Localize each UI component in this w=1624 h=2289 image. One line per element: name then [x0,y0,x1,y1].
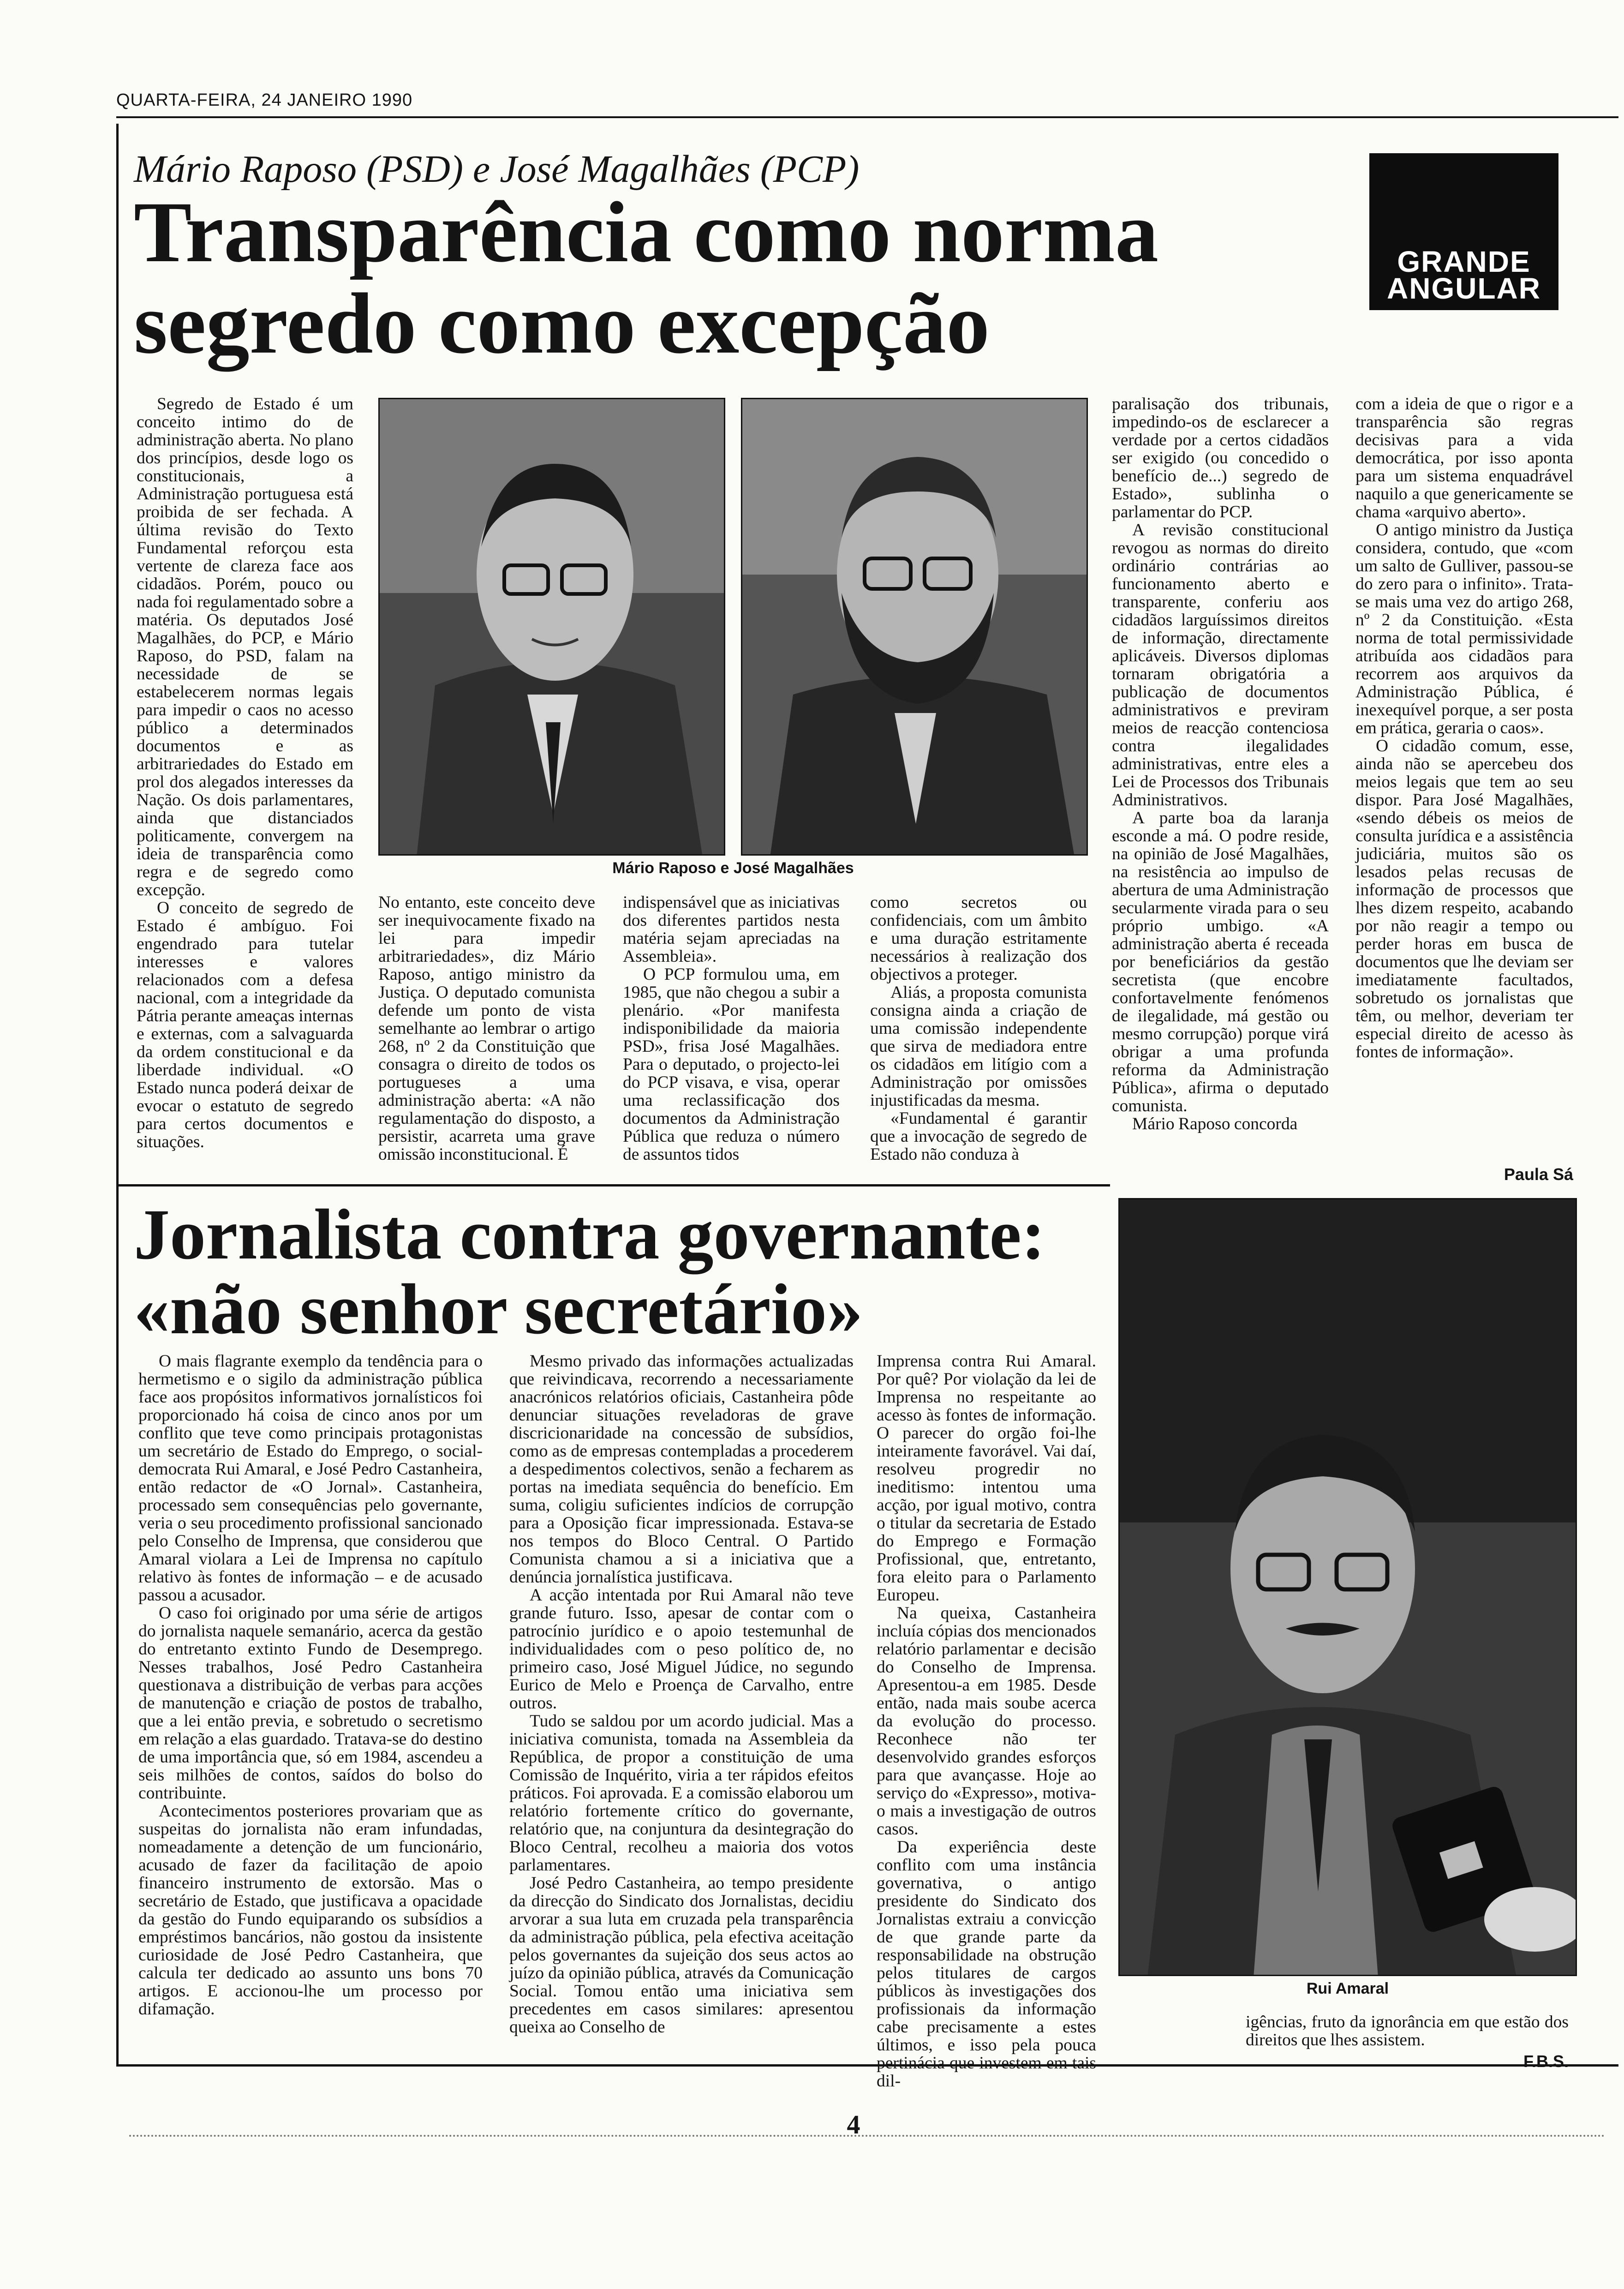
article1-column-4 [870,893,1087,1163]
portrait-illustration [742,399,1088,856]
photo-mario-raposo [378,398,725,856]
article2-column-2 [509,1352,854,2036]
article1-title [134,184,1158,372]
paragraph: Imprensa contra Rui Amaral. Por quê? Por violação da lei de Imprensa no respeitante ao acesso às fontes de informação. O parecer do orgão foi-lhe inteiramente favorável. Vai daí, resolveu progredir no ineditismo: intentou uma acção, por igual motivo, contra o titular da secretaria de Estado do Emprego e Formação Profissional, que, entretanto, fora eleito para o Parlamento Europeu. [877,1352,1096,1605]
paragraph: com a ideia de que o rigor e a transparência são regras decisivas para a vida democrática, por isso aponta para um sistema enquadrável naquilo a que genericamente se chama «arquivo aberto». [1355,395,1573,521]
article2-photo-caption: Rui Amaral [1306,1980,1389,1997]
page-number: 4 [847,2109,860,2139]
article1-column-1 [137,395,353,1151]
paragraph: paralisação dos tribunais, impedindo-os de esclarecer a verdade por a certos cidadãos ser exigido (ou concedido o benefício de...) segredo de Estado», sublinha o parlamentar do PCP. [1112,395,1329,521]
paragraph: O PCP formulou uma, em 1985, que não chegou a subir a plenário. «Por manifesta indisponibilidade da maioria PSD», frisa José Magalhães. Para o deputado, o projecto-lei do PCP visava, e visa, operar uma reclassificação dos documentos da Administração Pública que reduza o número de assuntos tidos [623,965,840,1164]
paragraph: O cidadão comum, esse, ainda não se apercebeu dos meios legais que tem ao seu dispor. Para José Magalhães, «sendo débeis os meios de consulta jurídica e a assistência judiciária, muitos são os lesados pelas recusas de informação de processos que lhes dizem respeito, acabando por não reagir a tempo ou perder horas em busca de documentos que lhe deviam ser imediatamente facultados, sobretudo os jornalistas que têm, ou melhor, deveriam ter especial direito de acesso às fontes de informação». [1355,737,1573,1061]
article1-column-3 [623,893,840,1163]
article2-title-line1: Jornalista contra governante: [134,1194,1045,1274]
article1-column-6 [1355,395,1573,1061]
paragraph: A acção intentada por Rui Amaral não teve grande futuro. Isso, apesar de contar com o patrocínio jurídico e o apoio testemunhal de individualidades com o peso político de, no primeiro caso, José Miguel Júdice, no segundo Eurico de Melo e Proença de Carvalho, entre outros. [509,1586,854,1713]
paragraph: como secretos ou confidenciais, com um âmbito e uma duração estritamente necessários à realização dos objectivos a proteger. [870,893,1087,984]
grande-angular-badge-text [1369,245,1558,305]
paragraph: José Pedro Castanheira, ao tempo presidente da direcção do Sindicato dos Jornalistas, decidiu arvorar a sua luta em cruzada pela transparência da administração pública, pela efectiva aceitação pelos governantes da sujeição dos seus actos ao juízo da opinião pública, através da Comunicação Social. Tomou então uma iniciativa sem precedentes em casos similares: apresentou queixa ao Conselho de [509,1874,854,2037]
paragraph: Da experiência deste conflito com uma instância governativa, o antigo presidente do Sindicato dos Jornalistas extraiu a convicção de que grande parte da responsabilidade na obstrução pelos titulares de cargos públicos às investigações dos profissionais da informação cabe precisamente a estes últimos, e isso pela pouca pertinácia que investem em tais dil- [877,1838,1096,2091]
paragraph: Aliás, a proposta comunista consigna ainda a criação de uma comissão independente que sirva de mediadora entre os cidadãos em litígio com a Administração por omissões injustificadas da mesma. [870,983,1087,1110]
article1-column-2 [378,893,595,1163]
article1-signature: Paula Sá [1504,1165,1573,1184]
paragraph: indispensável que as iniciativas dos diferentes partidos nesta matéria sejam apreciadas na Assembleia». [623,893,840,966]
article2-column-4-tail [1246,2013,1569,2049]
article1-kicker: Mário Raposo (PSD) e José Magalhães (PCP) [134,148,860,191]
paragraph: Mesmo privado das informações actualizadas que reivindicava, recorrendo a necessariamente anacrónicos relatórios oficiais, Castanheira pôde denunciar situações reveladoras de grave discricionaridade na concessão de subsídios, como as de empresas contempladas a procederem a despedimentos colectivos, senão a fecharem as portas na imediata sequência do benefício. Em suma, coligiu suficientes indícios de corrupção para a Oposição ficar impressionada. Estava-se nos tempos do Bloco Central. O Partido Comunista chamou a si a iniciativa que a denúncia jornalística justificava. [509,1352,854,1587]
article2-column-3 [877,1352,1096,2090]
paragraph: Mário Raposo concorda [1132,1115,1298,1133]
dateline: QUARTA-FEIRA, 24 JANEIRO 1990 [116,90,413,110]
photo-rui-amaral [1118,1198,1577,1976]
section-divider [118,1184,1110,1186]
paragraph: igências, fruto da ignorância em que estão dos direitos que lhes assistem. [1246,2013,1569,2049]
article2-title [134,1194,1045,1349]
paragraph: Acontecimentos posteriores provariam que as suspeitas do jornalista não eram infundadas, nomeadamente a detenção de um funcionário, acusado de fazer da facilitação de apoio financeiro instrumento de extorsão. Mas o secretário de Estado, que justificava a opacidade da gestão do Fundo equiparando os subsídios a empréstimos bancários, não gostou da insistente curiosidade de José Pedro Castanheira, que calcula ter dedicado ao assunto uns bons 70 artigos. E accionou-lhe um processo por difamação. [138,1802,483,2019]
article1-title-line2: segredo como excepção [134,275,990,372]
article2-title-line2: «não senhor secretário» [134,1269,863,1349]
badge-line1: GRANDE [1397,245,1531,278]
top-rule [116,116,1618,118]
badge-line2: ANGULAR [1387,272,1541,305]
paragraph: No entanto, este conceito deve ser inequivocamente fixado na lei para impedir arbitrariedades», diz Mário Raposo, antigo ministro da Justiça. O deputado comunista defende um ponto de vista semelhante ao lembrar o artigo 268, nº 2 da Constituição que consagra o direito de todos os portugueses a uma administração aberta: «A não regulamentação do disposto, a persistir, acarreta uma grave omissão inconstitucional. É [378,893,595,1164]
article2-column-1 [138,1352,483,2018]
paragraph: O conceito de segredo de Estado é ambíguo. Foi engendrado para tutelar interesses e valores relacionados com a defesa nacional, com a integridade da Pátria perante ameaças internas e externas, com a salvaguarda da ordem constitucional e da liberdade individual. «O Estado nunca poderá deixar de evocar o estatuto de segredo para certos documentos e situações. [137,899,353,1151]
paragraph: A revisão constitucional revogou as normas do direito ordinário contrárias ao funcionamento aberto e transparente, conferiu aos cidadãos larguíssimos direitos de informação, directamente aplicáveis. Diversos diplomas tornaram obrigatória a publicação de documentos administrativos e previram meios de reacção contenciosa contra ilegalidades administrativas, entre eles a Lei de Processos dos Tribunais Administrativos. [1112,521,1329,809]
paragraph: O mais flagrante exemplo da tendência para o hermetismo e o sigilo da administração pública face aos propósitos informativos jornalísticos foi proporcionado há coisa de cinco anos por um conflito que teve como principais protagonistas um secretário de Estado do Emprego, o social-democrata Rui Amaral, e José Pedro Castanheira, então redactor de «O Jornal». Castanheira, processado sem consequências pelo governante, veria o seu procedimento profissional sancionado pelo Conselho de Imprensa, que considerou que Amaral violara a Lei de Imprensa no capítulo relativo às fontes de informação – e de acusado passou a acusador. [138,1352,483,1605]
article1-photo-caption: Mário Raposo e José Magalhães [612,859,854,877]
article2-signature: F.B.S. [1523,2052,1569,2071]
portrait-illustration [1120,1199,1577,1976]
article1-title-line1: Transparência como norma [134,184,1158,280]
paragraph: Tudo se saldou por um acordo judicial. Mas a iniciativa comunista, tomada na Assembleia da República, de propor a constituição de uma Comissão de Inquérito, viria a ter rápidos efeitos práticos. Foi aprovada. E a comissão elaborou um relatório fortemente crítico do governante, relatório que, na conjuntura da desintegração do Bloco Central, recolheu a maioria dos votos parlamentares. [509,1712,854,1875]
article1-column-5 [1112,395,1329,1133]
paragraph: A parte boa da laranja esconde a má. O podre reside, na opinião de José Magalhães, na resistência ao impulso de abertura de uma Administração secularmente virada para o seu próprio umbigo. «A administração aberta é receada por beneficiários da gestão secretista (que encobre confortavelmente fenómenos de ilegalidade, má gestão ou mesmo corrupção) porque virá obrigar a uma profunda reforma da Administração Pública», afirma o deputado comunista. [1112,809,1329,1115]
photo-jose-magalhaes [741,398,1088,856]
paragraph: Segredo de Estado é um conceito intimo do de administração aberta. No plano dos princípios, desde logo os constitucionais, a Administração portuguesa está proibida de ser fechada. A última revisão do Texto Fundamental reforçou esta vertente de clareza face aos cidadãos. Porém, pouco ou nada foi regulamentado sobre a matéria. Os deputados José Magalhães, do PCP, e Mário Raposo, do PSD, falam na necessidade de se estabelecerem normas legais para impedir o caos no acesso público a determinados documentos e as arbitrariedades do Estado em prol dos alegados interesses da Nação. Os dois parlamentares, ainda que distanciados politicamente, convergem na ideia de transparência como regra e de segredo como excepção. [137,395,353,899]
paragraph: O antigo ministro da Justiça considera, contudo, que «com um salto de Gulliver, passou-se do zero para o infinito». Trata-se mais uma vez do artigo 268, nº 2 da Constituição. «Esta norma de total permissividade atribuída aos cidadãos para recorrem aos arquivos da Administração Pública, é inexequível porque, a ser posta em prática, geraria o caos». [1355,521,1573,737]
paragraph: «Fundamental é garantir que a invocação de segredo de Estado não conduza à [870,1109,1087,1164]
portrait-illustration [380,399,725,856]
paragraph: Na queixa, Castanheira incluía cópias dos mencionados relatório parlamentar e decisão do Conselho de Imprensa. Apresentou-a em 1985. Desde então, nada mais soube acerca da evolução do processo. Reconhece não ter desenvolvido grandes esforços para que avançasse. Hoje ao serviço do «Expresso», motiva-o mais a investigação de outros casos. [877,1604,1096,1839]
paragraph: O caso foi originado por uma série de artigos do jornalista naquele semanário, acerca da gestão do entretanto extinto Fundo de Desemprego. Nesses trabalhos, José Pedro Castanheira questionava a distribuição de verbas para acções de manutenção e criação de postos de trabalho, que a lei então previa, e sobretudo o secretismo em relação a elas guardado. Tratava-se do destino de uma importância que, só em 1984, ascendeu a seis milhões de contos, saídos do bolso do contribuinte. [138,1604,483,1803]
